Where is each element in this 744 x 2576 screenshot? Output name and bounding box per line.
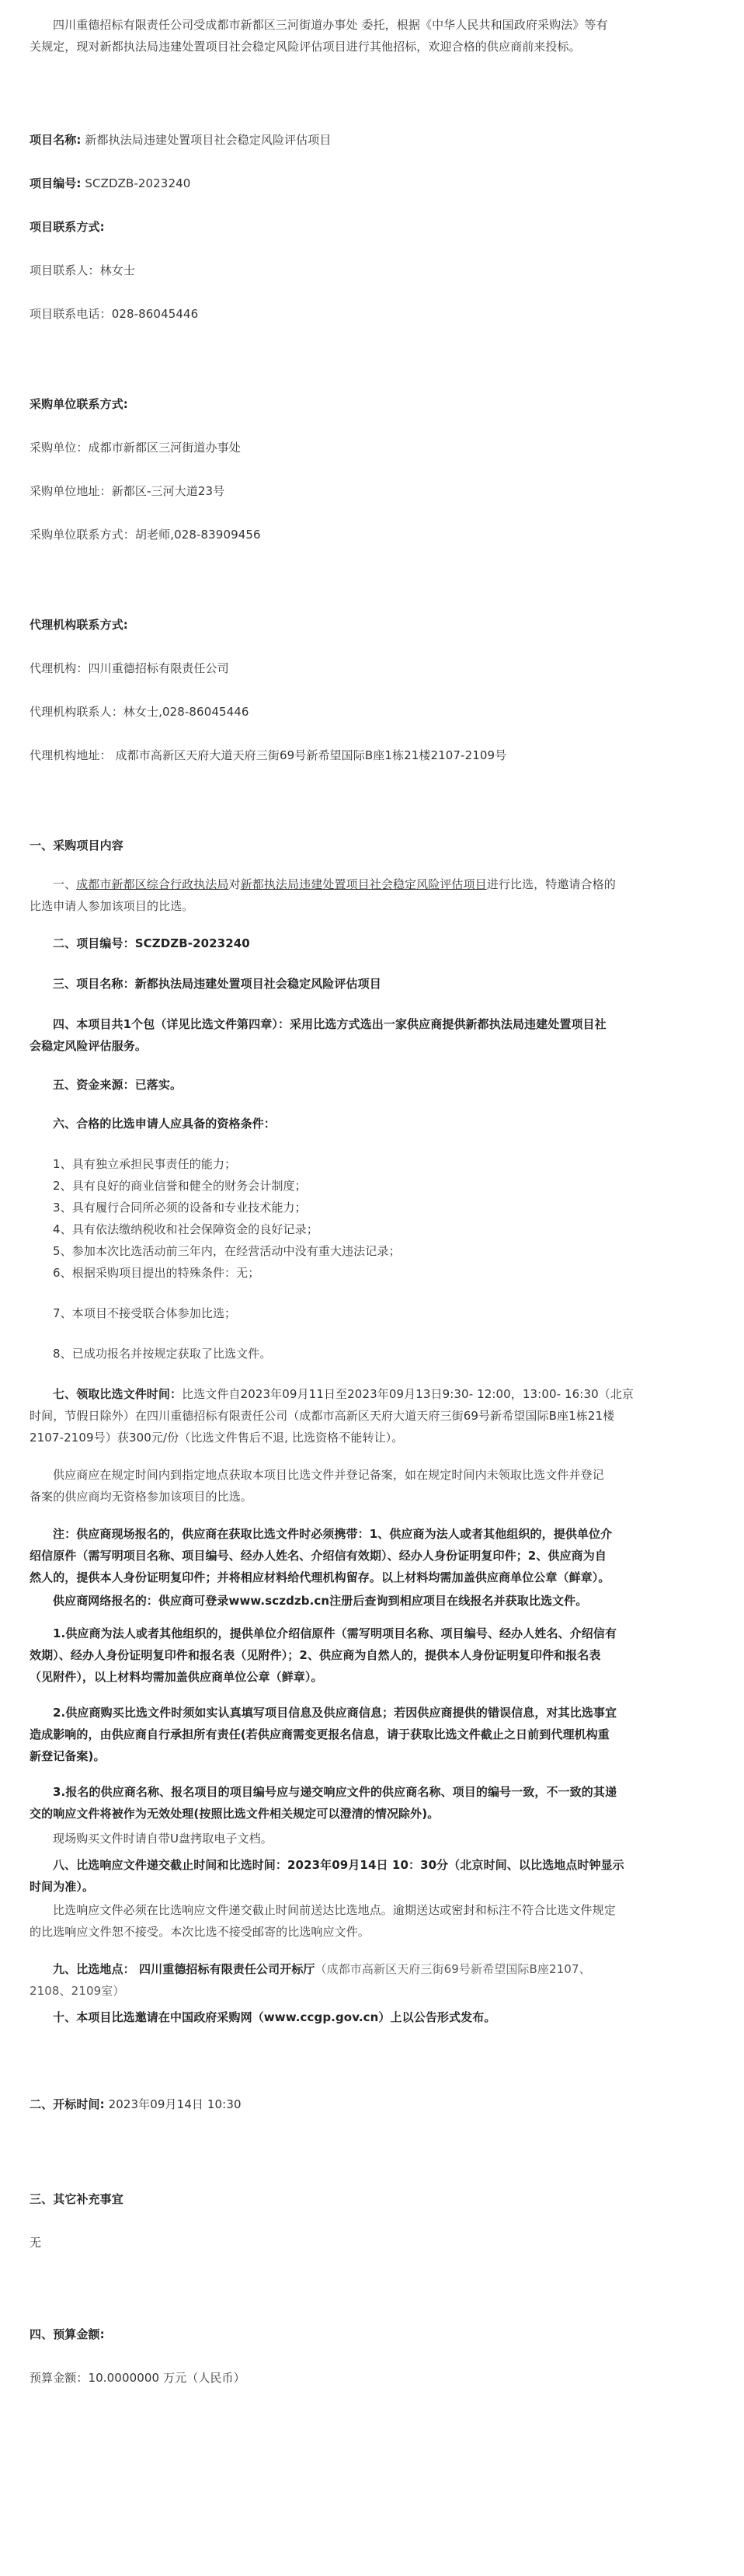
online-rule-1-line-1: 1.供应商为法人或者其他组织的，提供单位介绍信原件（需写明项目名称、项目编号、经办人姓名、介绍信有 — [53, 1626, 617, 1640]
section-1-heading: 一、采购项目内容 — [30, 838, 123, 852]
agency-heading: 代理机构联系方式: — [30, 618, 128, 632]
item-6-qualifications: 六、合格的比选申请人应具备的资格条件： — [53, 1117, 276, 1131]
section-2-bid-opening: 二、开标时间: 2023年09月14日 10:30 — [30, 2097, 242, 2111]
item-4-line-1: 四、本项目共1个包（详见比选文件第四章）：采用比选方式选出一家供应商提供新都执法局违建处置项目社 — [53, 1017, 607, 1031]
buyer-address: 采购单位地址：新都区-三河大道23号 — [30, 484, 225, 498]
online-rule-2-line-2: 造成影响的，由供应商自行承担所有责任(若供应商需变更报名信息，请于获取比选文件截止之日前到代理机构重 — [30, 1727, 610, 1741]
section-3-heading: 三、其它补充事宜 — [30, 2192, 123, 2206]
section-1-intro-line-1: 一、成都市新都区综合行政执法局对新都执法局违建处置项目社会稳定风险评估项目进行比选，特邀请合格的 — [53, 877, 616, 891]
section-1-intro-line-2: 比选申请人参加该项目的比选。 — [30, 899, 194, 913]
online-rule-1-line-2: 效期）、经办人身份证明复印件和报名表（见附件）；2、供应商为自然人的，提供本人身份证明复印件和报名表 — [30, 1648, 601, 1662]
buyer-agency-link: 成都市新都区综合行政执法局 — [76, 877, 229, 891]
section-3-value: 无 — [30, 2236, 42, 2250]
item-9-line-1: 九、比选地点： 四川重德招标有限责任公司开标厅（成都市高新区天府三街69号新希望国际B座2107、 — [53, 1962, 591, 1976]
condition-2: 2、具有良好的商业信誉和健全的财务会计制度； — [53, 1179, 307, 1193]
item-7-line-2: 时间，节假日除外）在四川重德招标有限责任公司（成都市高新区天府大道天府三街69号新希望国际B座1栋21楼 — [30, 1409, 615, 1423]
buyer-unit: 采购单位：成都市新都区三河街道办事处 — [30, 441, 241, 455]
late-notice-line-1: 比选响应文件必须在比选响应文件递交截止时间前送达比选地点。逾期送达或密封和标注不符合比选文件规定 — [53, 1903, 616, 1917]
condition-7: 7、本项目不接受联合体参加比选； — [53, 1306, 237, 1320]
agency-address: 代理机构地址： 成都市高新区天府大道天府三街69号新希望国际B座1栋21楼2107-2109号 — [30, 748, 507, 762]
intro-paragraph-line-2: 关规定，现对新都执法局违建处置项目社会稳定风险评估项目进行其他招标，欢迎合格的供应商前来投标。 — [30, 40, 581, 54]
project-name-link: 新都执法局违建处置项目社会稳定风险评估项目 — [240, 877, 487, 891]
onsite-note-line-2: 绍信原件（需写明项目名称、项目编号、经办人姓名、介绍信有效期）、经办人身份证明复印件；2、供应商为自 — [30, 1549, 607, 1563]
project-name: 项目名称: 新都执法局违建处置项目社会稳定风险评估项目 — [30, 133, 332, 147]
agency-contact: 代理机构联系人：林女士,028-86045446 — [30, 705, 249, 719]
item-10-publication: 十、本项目比选邀请在中国政府采购网（www.ccgp.gov.cn）上以公告形式发布。 — [53, 2010, 496, 2024]
condition-5: 5、参加本次比选活动前三年内，在经营活动中没有重大违法记录； — [53, 1244, 401, 1258]
condition-3: 3、具有履行合同所必须的设备和专业技术能力； — [53, 1201, 307, 1215]
item-3-project-name: 三、项目名称：新都执法局违建处置项目社会稳定风险评估项目 — [53, 977, 381, 991]
onsite-note-line-1: 注：供应商现场报名的，供应商在获取比选文件时必须携带：1、供应商为法人或者其他组织的，提供单位介 — [53, 1527, 613, 1541]
condition-6: 6、根据采购项目提出的特殊条件：无； — [53, 1266, 260, 1280]
online-registration: 供应商网络报名的：供应商可登录www.sczdzb.cn注册后查询到相应项目在线报名并获取比选文件。 — [53, 1594, 588, 1608]
online-rule-3-line-2: 交的响应文件将被作为无效处理(按照比选文件相关规定可以澄清的情况除外)。 — [30, 1807, 440, 1821]
intro-paragraph-line-1: 四川重德招标有限责任公司受成都市新都区三河街道办事处 委托，根据《中华人民共和国政府采购法》等有 — [53, 18, 608, 32]
agency-name: 代理机构：四川重德招标有限责任公司 — [30, 661, 229, 675]
condition-4: 4、具有依法缴纳税收和社会保障资金的良好记录； — [53, 1222, 318, 1236]
item-8-line-2: 时间为准）。 — [30, 1880, 95, 1894]
buyer-heading: 采购单位联系方式: — [30, 397, 128, 411]
item-8-line-1: 八、比选响应文件递交截止时间和比选时间：2023年09月14日 10：30分（北京时间、以比选地点时钟显示 — [53, 1858, 624, 1872]
section-4-heading: 四、预算金额: — [30, 2327, 105, 2341]
onsite-usb-note: 现场购买文件时请自带U盘拷取电子文档。 — [53, 1832, 273, 1846]
item-7-line-3: 2107-2109号）获300元/份（比选文件售后不退, 比选资格不能转让）。 — [30, 1431, 404, 1445]
condition-1: 1、具有独立承担民事责任的能力； — [53, 1157, 237, 1171]
item-9-line-2: 2108、2109室） — [30, 1984, 125, 1998]
project-contact-phone: 项目联系电话：028-86045446 — [30, 307, 199, 321]
item-4-line-2: 会稳定风险评估服务。 — [30, 1039, 148, 1053]
item-7-line-1: 七、领取比选文件时间：比选文件自2023年09月11日至2023年09月13日9:30- 12:00，13:00- 16:30（北京 — [53, 1387, 634, 1401]
online-rule-2-line-1: 2.供应商购买比选文件时须如实认真填写项目信息及供应商信息；若因供应商提供的错误信息，对其比选事宜 — [53, 1706, 617, 1720]
project-contact-person: 项目联系人：林女士 — [30, 263, 135, 277]
buyer-contact: 采购单位联系方式：胡老师,028-83909456 — [30, 528, 261, 542]
condition-8: 8、已成功报名并按规定获取了比选文件。 — [53, 1347, 272, 1361]
onsite-note-line-3: 然人的，提供本人身份证明复印件；并将相应材料给代理机构留存。以上材料均需加盖供应商单位公章（鲜章）。 — [30, 1570, 610, 1584]
online-rule-1-line-3: （见附件），以上材料均需加盖供应商单位公章（鲜章）。 — [30, 1670, 323, 1684]
late-notice-line-2: 的比选响应文件恕不接受。本次比选不接受邮寄的比选响应文件。 — [30, 1925, 370, 1939]
section-4-budget: 预算金额：10.0000000 万元（人民币） — [30, 2371, 245, 2385]
item-5-funding: 五、资金来源：已落实。 — [53, 1078, 183, 1092]
supply-notice-line-1: 供应商应在规定时间内到指定地点获取本项目比选文件并登记备案，如在规定时间内未领取比选文件并登记 — [53, 1468, 604, 1482]
supply-notice-line-2: 备案的供应商均无资格参加该项目的比选。 — [30, 1490, 252, 1504]
item-2-project-code: 二、项目编号：SCZDZB-2023240 — [53, 936, 250, 950]
online-rule-2-line-3: 新登记备案)。 — [30, 1749, 106, 1763]
project-code: 项目编号: SCZDZB-2023240 — [30, 176, 191, 190]
project-contact-heading: 项目联系方式: — [30, 220, 105, 234]
online-rule-3-line-1: 3.报名的供应商名称、报名项目的项目编号应与递交响应文件的供应商名称、项目的编号一致，不一致的其递 — [53, 1785, 617, 1799]
